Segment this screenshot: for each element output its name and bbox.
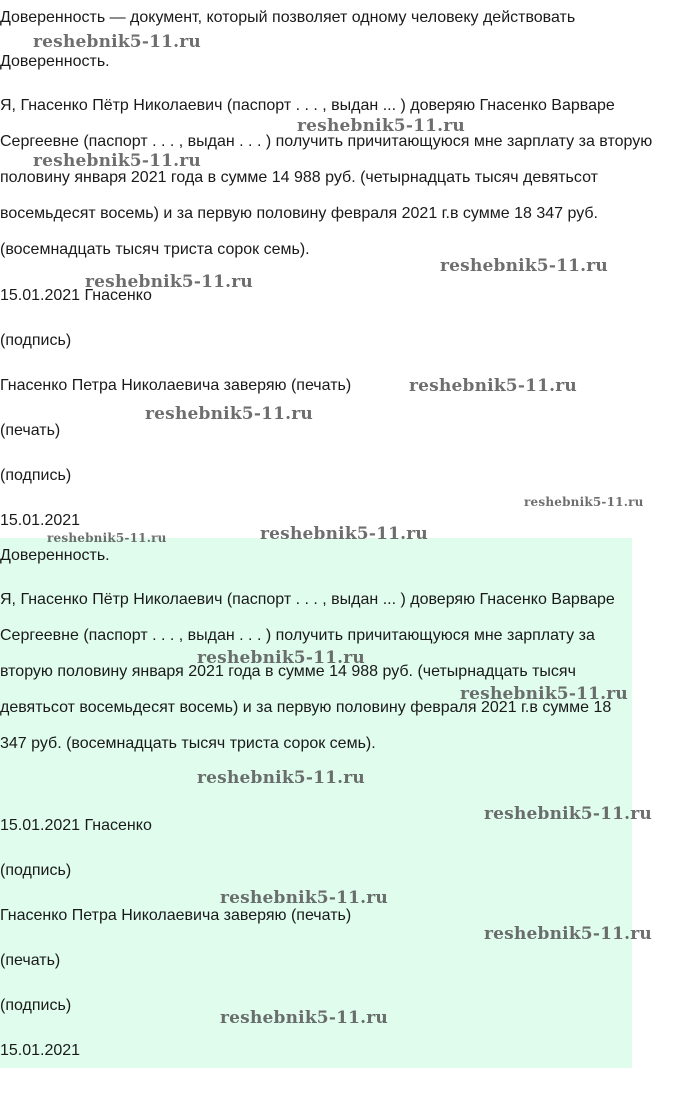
doc2-certify: Гнасенко Петра Николаевича заверяю (печать): [0, 907, 352, 924]
watermark: reshebnik5-11.ru: [85, 272, 253, 292]
watermark: reshebnik5-11.ru: [33, 151, 201, 171]
doc2-title: Доверенность.: [0, 547, 110, 564]
doc1-title: Доверенность.: [0, 53, 110, 70]
doc1-certify: Гнасенко Петра Николаевича заверяю (печать): [0, 377, 352, 394]
watermark: reshebnik5-11.ru: [440, 256, 608, 276]
doc2-sign-date: 15.01.2021 Гнасенко: [0, 817, 152, 834]
doc2-signature-1: (подпись): [0, 862, 72, 879]
doc2-date: 15.01.2021: [0, 1042, 81, 1059]
watermark: reshebnik5-11.ru: [524, 495, 644, 509]
doc2-seal: (печать): [0, 952, 61, 969]
doc2-body: Я, Гнасенко Пётр Николаевич (паспорт . . . , выдан ... ) доверяю Гнасенко Варваре Сергеевне (паспорт . . . , выдан . . . ) получить причитающуюся мне зарплату за вторую половину января 2021 года в сумме 14 988 руб. (четырнадцать тысяч девятьсот восемьдесят восемь) и за первую половину февраля 2021 г.в сумме 18 347 руб. (восемнадцать тысяч триста сорок семь).: [0, 591, 615, 752]
watermark: reshebnik5-11.ru: [145, 404, 313, 424]
watermark: reshebnik5-11.ru: [197, 648, 365, 668]
watermark: reshebnik5-11.ru: [297, 116, 465, 136]
watermark: reshebnik5-11.ru: [220, 1008, 388, 1028]
intro-line: Доверенность — документ, который позволяет одному человеку действовать: [0, 9, 576, 26]
watermark: reshebnik5-11.ru: [484, 804, 652, 824]
watermark: reshebnik5-11.ru: [484, 924, 652, 944]
doc1-signature-1: (подпись): [0, 332, 72, 349]
watermark: reshebnik5-11.ru: [197, 768, 365, 788]
watermark: reshebnik5-11.ru: [47, 531, 167, 545]
doc1-body: Я, Гнасенко Пётр Николаевич (паспорт . . . , выдан ... ) доверяю Гнасенко Варваре Сергеевне (паспорт . . . , выдан . . . ) получить причитающуюся мне зарплату за вторую половину января 2021 года в сумме 14 988 руб. (четырнадцать тысяч девятьсот восемьдесят восемь) и за первую половину февраля 2021 г.в сумме 18 347 руб. (восемнадцать тысяч триста сорок семь).: [0, 97, 653, 258]
doc1-date: 15.01.2021: [0, 512, 81, 529]
doc1-sign-date: 15.01.2021 Гнасенко: [0, 287, 152, 304]
watermark: reshebnik5-11.ru: [220, 888, 388, 908]
doc1-seal: (печать): [0, 422, 61, 439]
watermark: reshebnik5-11.ru: [260, 524, 428, 544]
watermark: reshebnik5-11.ru: [460, 684, 628, 704]
doc2-signature-2: (подпись): [0, 997, 72, 1014]
doc1-signature-2: (подпись): [0, 467, 72, 484]
watermark: reshebnik5-11.ru: [33, 32, 201, 52]
watermark: reshebnik5-11.ru: [409, 376, 577, 396]
